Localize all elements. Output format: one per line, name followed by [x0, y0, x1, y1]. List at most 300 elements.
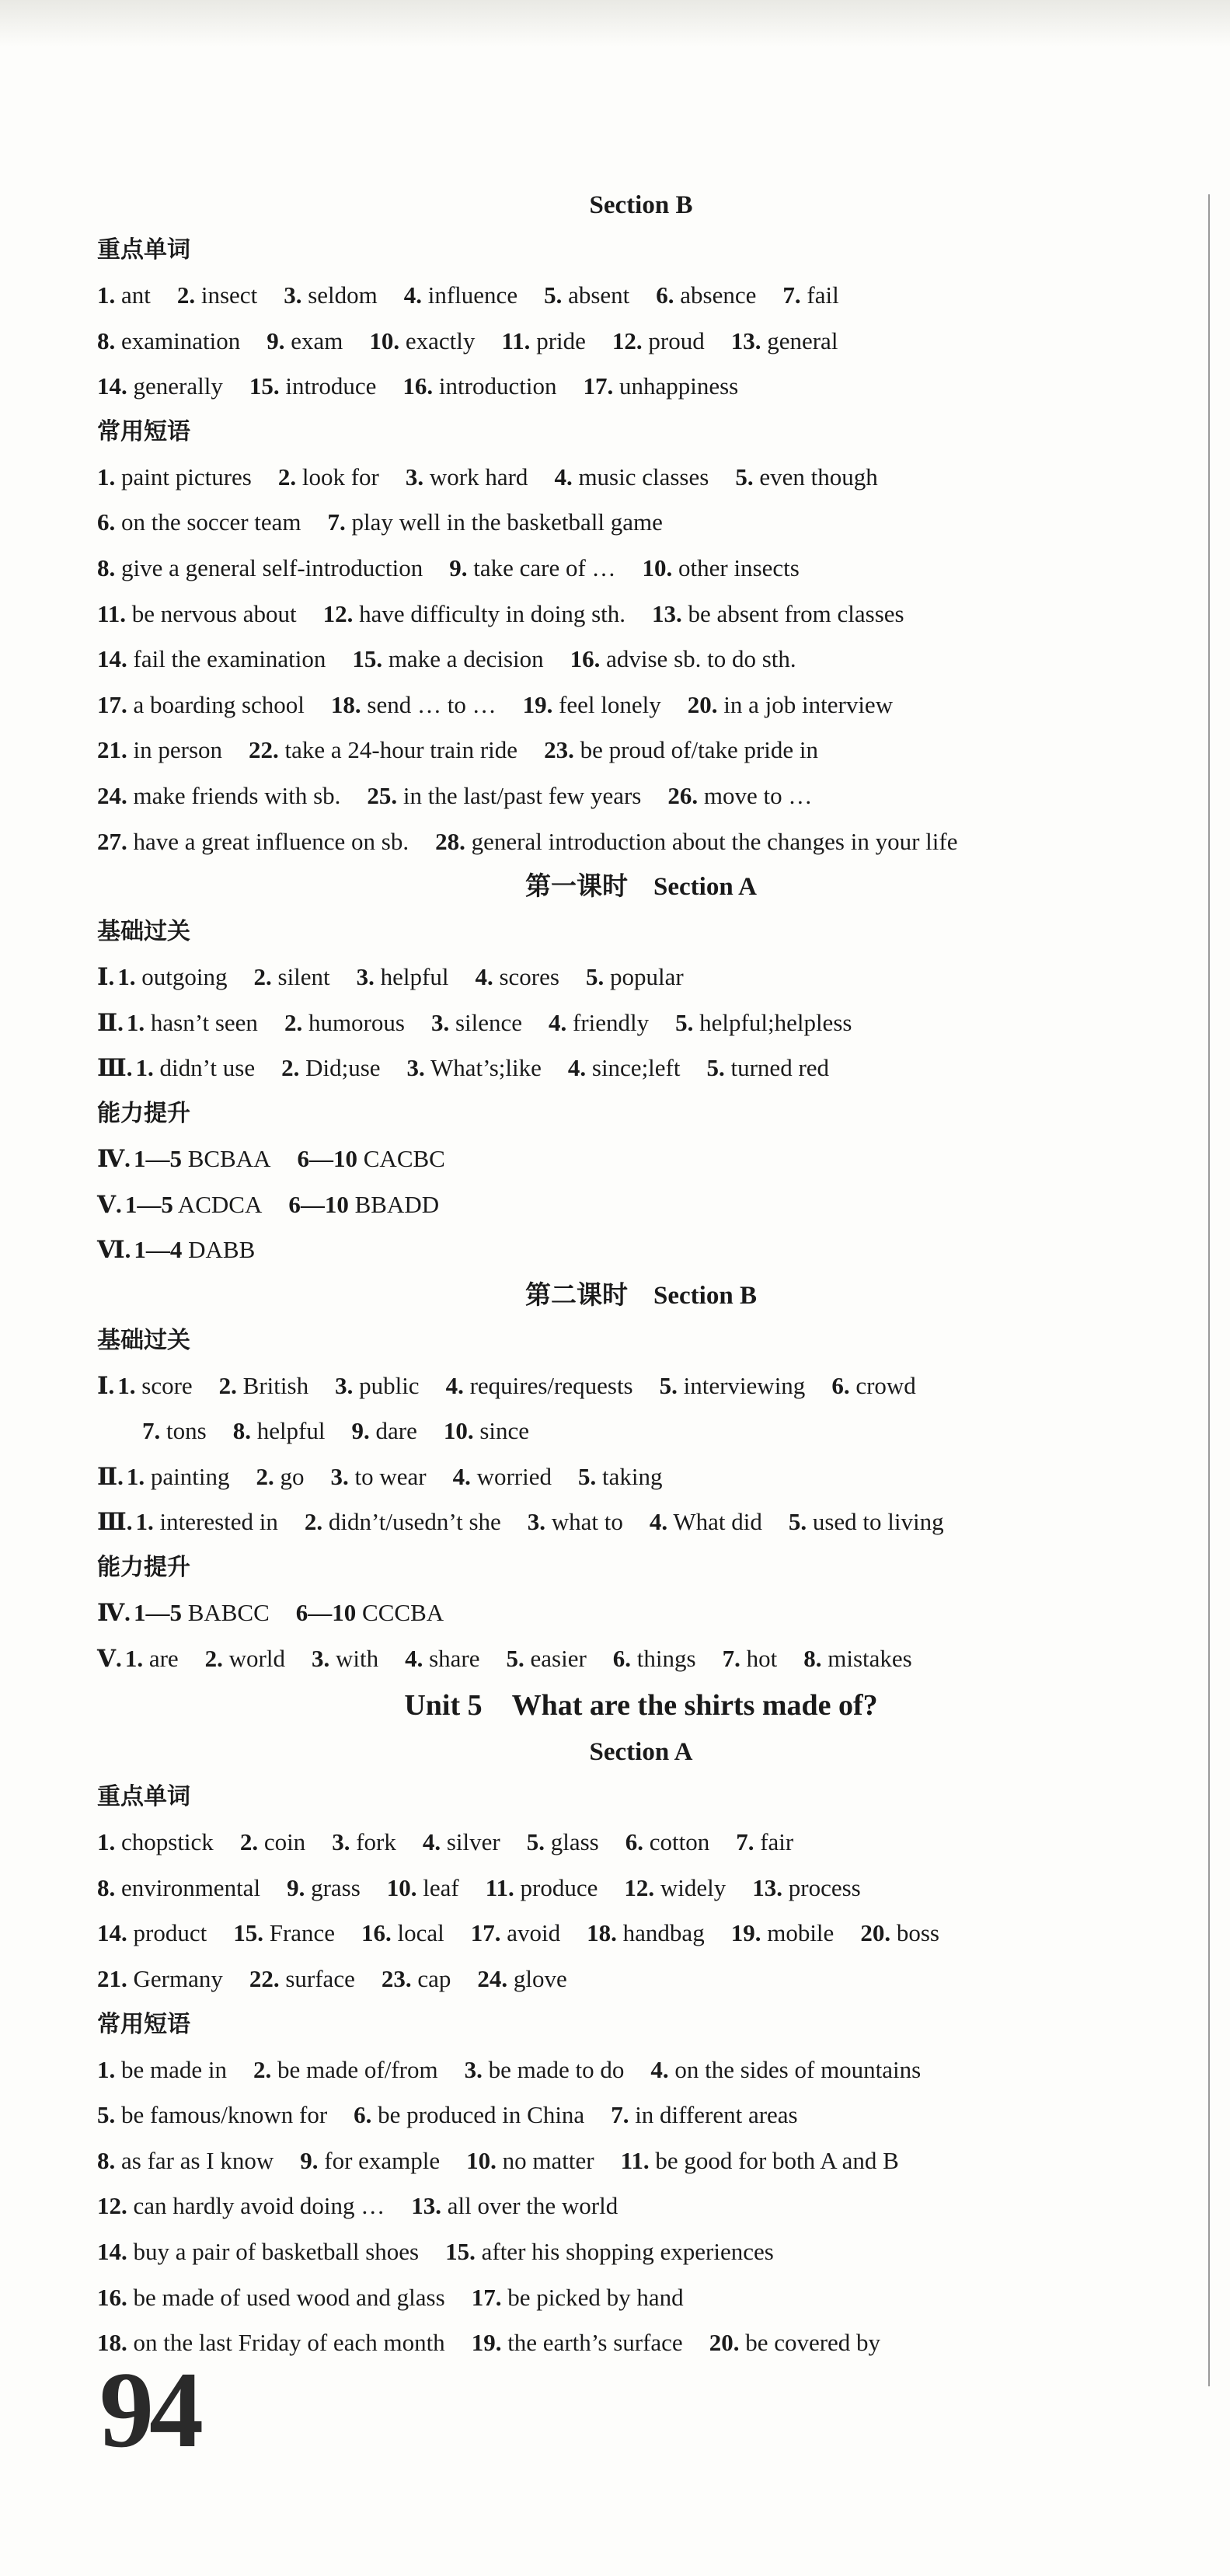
- answer-item: [249, 372, 377, 400]
- answer-line: [97, 1408, 1185, 1454]
- answer-number: 8.: [803, 1644, 822, 1672]
- answer-item: [650, 1508, 762, 1535]
- answer-item: [782, 281, 838, 309]
- answer-line: [97, 455, 1185, 501]
- answer-number: 7.: [327, 508, 346, 536]
- answer-number: 1.: [126, 1462, 145, 1490]
- answer-item: [254, 963, 330, 990]
- answer-text: interviewing: [683, 1371, 806, 1399]
- answer-item: [267, 327, 343, 354]
- answer-text: are: [148, 1644, 179, 1672]
- answer-number: 11.: [485, 1873, 514, 1901]
- answer-text: introduce: [285, 372, 377, 400]
- answer-text: examination: [121, 326, 241, 354]
- answer-number: 11.: [620, 2146, 650, 2174]
- answer-text: BBADD: [354, 1190, 440, 1218]
- answer-text: mobile: [767, 1919, 835, 1947]
- answer-item: [367, 782, 641, 809]
- answer-number: 27.: [97, 827, 127, 855]
- answer-text: BABCC: [187, 1599, 270, 1627]
- answer-number: 16.: [97, 2283, 127, 2311]
- exercise-number: Ⅱ.: [97, 1462, 124, 1490]
- answer-number: 22.: [249, 1965, 280, 1993]
- answer-number: 4.: [422, 1828, 441, 1856]
- answer-text: introduction: [438, 372, 557, 400]
- unit-title: Unit 5 What are the shirts made of?: [404, 1689, 878, 1723]
- answer-item: [97, 372, 223, 400]
- answer-text: with: [335, 1644, 379, 1672]
- answer-number: 19.: [471, 2329, 502, 2357]
- answer-text: be covered by: [745, 2329, 881, 2357]
- answer-item: [125, 1191, 263, 1218]
- answer-text: move to …: [703, 781, 813, 809]
- answer-item: [411, 2192, 618, 2219]
- answer-item: [352, 645, 543, 672]
- answer-item: [287, 1874, 361, 1901]
- answer-item: [449, 554, 615, 581]
- answer-text: France: [269, 1919, 336, 1947]
- answer-number: 3.: [311, 1644, 330, 1672]
- answer-text: paint pictures: [121, 462, 252, 490]
- answer-text: can hardly avoid doing …: [133, 2192, 385, 2220]
- answer-item: [97, 782, 340, 809]
- answer-text: glass: [550, 1828, 599, 1856]
- answer-item: [97, 828, 409, 855]
- answer-line: [97, 546, 1185, 592]
- answer-item: [675, 1009, 852, 1036]
- answer-number: 2.: [253, 963, 272, 991]
- answer-number: 21.: [97, 1965, 127, 1993]
- answer-number: 8.: [97, 326, 116, 354]
- answer-text: be made in: [121, 2055, 228, 2083]
- answer-text: feel lonely: [559, 690, 661, 718]
- answer-text: make a decision: [388, 645, 544, 673]
- answer-text: generally: [133, 372, 223, 400]
- answer-item: [205, 1645, 285, 1672]
- answer-item: [352, 1417, 417, 1444]
- answer-item: [613, 1645, 696, 1672]
- answer-number: 10.: [369, 326, 400, 354]
- answer-item: [549, 1009, 649, 1036]
- answer-text: take care of …: [473, 553, 616, 581]
- answer-number: 17.: [471, 2283, 502, 2311]
- answer-text: after his shopping experiences: [481, 2238, 774, 2265]
- answer-text: be made to do: [488, 2055, 625, 2083]
- answer-line: [97, 1454, 1185, 1500]
- answer-number: 5.: [788, 1508, 807, 1536]
- answer-text: score: [141, 1371, 193, 1399]
- answer-item: [431, 1009, 522, 1036]
- answer-item: [404, 281, 517, 309]
- answer-item: [466, 2147, 594, 2174]
- answer-text: fork: [356, 1828, 396, 1856]
- answer-number: 2.: [304, 1508, 323, 1536]
- answer-item: [312, 1645, 378, 1672]
- answer-number: 9.: [267, 326, 285, 354]
- answer-number: 10.: [386, 1873, 417, 1901]
- answer-item: [612, 327, 705, 354]
- answer-number: 6—10: [288, 1190, 349, 1218]
- answer-line: [97, 500, 1185, 546]
- answer-number: 1.: [126, 1008, 145, 1036]
- answer-item: [278, 463, 379, 490]
- answer-item: [523, 691, 661, 718]
- answer-item: [611, 2101, 797, 2128]
- answer-line: [97, 2320, 1185, 2366]
- answer-number: 22.: [249, 736, 279, 764]
- answer-line: [97, 637, 1185, 682]
- answer-text: insect: [200, 281, 258, 309]
- answer-number: 4.: [452, 1462, 471, 1490]
- answer-number: 15.: [233, 1919, 263, 1947]
- answer-number: 5.: [585, 963, 605, 991]
- answer-number: 8.: [232, 1417, 251, 1445]
- answer-text: music classes: [578, 462, 709, 490]
- answer-item: [97, 1874, 260, 1901]
- answer-item: [142, 1417, 207, 1444]
- answer-number: 1.: [97, 2055, 116, 2083]
- answer-number: 6.: [656, 281, 674, 309]
- answer-text: be proud of/take pride in: [580, 736, 819, 764]
- answer-line: [97, 1866, 1185, 1911]
- answer-number: 8.: [97, 2146, 116, 2174]
- answer-item: [465, 2056, 625, 2083]
- answer-number: 16.: [361, 1919, 392, 1947]
- answer-text: British: [242, 1371, 309, 1399]
- answer-text: mistakes: [828, 1644, 912, 1672]
- answer-text: in person: [133, 736, 223, 764]
- answer-number: 7.: [722, 1644, 740, 1672]
- answer-text: proud: [648, 326, 705, 354]
- answer-item: [544, 281, 629, 309]
- answer-number: 14.: [97, 645, 127, 673]
- answer-text: coin: [263, 1828, 306, 1856]
- answer-number: 5.: [97, 2101, 116, 2129]
- answer-item: [284, 1009, 405, 1036]
- answer-number: 2.: [256, 1462, 274, 1490]
- answer-number: 5.: [735, 462, 754, 490]
- answer-text: painting: [150, 1462, 230, 1490]
- answer-item: [736, 1828, 793, 1855]
- answer-item: [445, 2238, 774, 2265]
- exercise-number: Ⅳ.: [97, 1144, 131, 1172]
- answer-item: [134, 1599, 270, 1626]
- answer-text: be produced in China: [378, 2101, 585, 2129]
- answer-text: in the last/past few years: [402, 781, 642, 809]
- answer-item: [475, 963, 559, 990]
- answer-line: [97, 364, 1185, 410]
- answer-text: helpful: [380, 963, 449, 991]
- answer-line: [97, 1956, 1185, 2002]
- answer-number: 14.: [97, 1919, 127, 1947]
- answer-text: silver: [446, 1828, 500, 1856]
- answer-text: for example: [324, 2146, 441, 2174]
- answer-text: worried: [476, 1462, 552, 1490]
- answer-item: [97, 2192, 385, 2219]
- answer-text: helpful;helpless: [699, 1008, 852, 1036]
- answer-number: 1.: [124, 1644, 144, 1672]
- answer-text: used to living: [812, 1508, 944, 1536]
- answer-item: [709, 2329, 880, 2356]
- answer-number: 1.: [97, 1828, 116, 1856]
- answer-line: [97, 1182, 1185, 1228]
- answer-text: in a job interview: [723, 690, 894, 718]
- exercise-number: Ⅰ.: [97, 1371, 115, 1399]
- answer-text: cotton: [649, 1828, 710, 1856]
- answer-item: [296, 1599, 444, 1626]
- answer-number: 9.: [351, 1417, 370, 1445]
- column-divider: [1208, 194, 1210, 2386]
- answer-item: [507, 1645, 587, 1672]
- answer-number: 11.: [501, 326, 531, 354]
- answer-item: [97, 327, 240, 354]
- answer-text: general: [767, 326, 838, 354]
- answer-item: [97, 600, 297, 627]
- answer-number: 4.: [554, 462, 573, 490]
- answer-text: buy a pair of basketball shoes: [133, 2238, 420, 2265]
- answer-item: [97, 2101, 327, 2128]
- answer-text: advise sb. to do sth.: [606, 645, 796, 673]
- answer-text: public: [359, 1371, 420, 1399]
- answer-text: in different areas: [635, 2101, 798, 2129]
- answer-text: local: [397, 1919, 444, 1947]
- answer-item: [361, 1919, 444, 1946]
- answer-item: [387, 1874, 459, 1901]
- answer-item: [624, 1874, 726, 1901]
- answer-item: [354, 2101, 584, 2128]
- answer-text: produce: [520, 1873, 598, 1901]
- answer-text: hasn’t seen: [150, 1008, 258, 1036]
- answer-text: grass: [311, 1873, 361, 1901]
- answer-key-column: [97, 183, 1185, 2366]
- answer-text: give a general self-introduction: [121, 553, 423, 581]
- answer-text: DABB: [188, 1236, 256, 1264]
- answer-number: 7.: [142, 1417, 161, 1445]
- answer-line: [97, 1499, 1185, 1545]
- category-label: 常用短语: [97, 417, 190, 445]
- answer-item: [97, 2056, 227, 2083]
- answer-number: 7.: [782, 281, 801, 309]
- answer-number: 4.: [403, 281, 422, 309]
- section-heading: Section A: [589, 1738, 693, 1767]
- exercise-number: Ⅴ.: [97, 1644, 122, 1672]
- answer-item: [660, 1372, 806, 1399]
- answer-text: take a 24-hour train ride: [284, 736, 518, 764]
- answer-item: [335, 1372, 420, 1399]
- answer-text: unhappiness: [618, 372, 739, 400]
- answer-line: [97, 273, 1185, 319]
- answer-text: What’s;like: [430, 1054, 542, 1082]
- answer-number: 14.: [97, 2238, 127, 2265]
- answer-number: 17.: [583, 372, 614, 400]
- answer-number: 6.: [612, 1644, 632, 1672]
- answer-text: interested in: [159, 1508, 278, 1536]
- answer-number: 15.: [249, 372, 280, 400]
- answer-text: world: [228, 1644, 285, 1672]
- answer-number: 3.: [335, 1371, 354, 1399]
- answer-item: [406, 463, 528, 490]
- answer-item: [382, 1965, 451, 1992]
- answer-text: have a great influence on sb.: [133, 827, 409, 855]
- answer-number: 6.: [97, 508, 116, 536]
- answer-number: 10.: [443, 1417, 474, 1445]
- answer-text: be picked by hand: [507, 2283, 684, 2311]
- answer-number: 15.: [352, 645, 383, 673]
- answer-item: [281, 1054, 380, 1081]
- answer-number: 26.: [667, 781, 699, 809]
- answer-number: 13.: [752, 1873, 783, 1901]
- answer-text: fair: [760, 1828, 794, 1856]
- answer-text: exam: [291, 326, 343, 354]
- answer-item: [831, 1372, 915, 1399]
- answer-item: [117, 963, 227, 990]
- answer-item: [127, 1009, 258, 1036]
- answer-number: 3.: [527, 1508, 546, 1536]
- answer-line: [97, 1911, 1185, 1956]
- answer-number: 21.: [97, 736, 127, 764]
- answer-number: 3.: [330, 1462, 349, 1490]
- answer-line: [97, 2275, 1185, 2321]
- answer-number: 5.: [706, 1054, 725, 1082]
- answer-text: scores: [499, 963, 559, 991]
- answer-item: [731, 327, 838, 354]
- answer-item: [444, 1417, 529, 1444]
- answer-text: go: [280, 1462, 305, 1490]
- answer-number: 19.: [730, 1919, 761, 1947]
- answer-item: [97, 554, 423, 581]
- answer-number: 12.: [97, 2192, 127, 2220]
- answer-text: boss: [896, 1919, 939, 1947]
- answer-text: CCCBA: [362, 1599, 444, 1627]
- answer-number: 2.: [284, 1008, 303, 1036]
- answer-item: [501, 327, 586, 354]
- answer-text: humorous: [308, 1008, 405, 1036]
- answer-number: 2.: [277, 462, 297, 490]
- category-label: 基础过关: [97, 918, 190, 946]
- answer-text: fail the examination: [133, 645, 326, 673]
- answer-number: 7.: [611, 2101, 629, 2129]
- answer-number: 5.: [506, 1644, 524, 1672]
- answer-item: [97, 281, 151, 309]
- answer-text: even though: [759, 462, 878, 490]
- answer-item: [735, 463, 877, 490]
- answer-item: [97, 508, 301, 536]
- answer-item: [453, 1463, 552, 1490]
- answer-text: since;left: [591, 1054, 681, 1082]
- answer-number: 3.: [406, 1054, 425, 1082]
- answer-item: [752, 1874, 860, 1901]
- answer-number: 11.: [97, 599, 127, 627]
- answer-text: fail: [807, 281, 839, 309]
- answer-text: be good for both A and B: [655, 2146, 899, 2174]
- answer-number: 1—4: [134, 1236, 183, 1264]
- answer-item: [332, 1828, 396, 1855]
- answer-item: [423, 1828, 500, 1855]
- answer-item: [97, 2238, 419, 2265]
- section-heading: 第二课时 Section B: [525, 1281, 757, 1310]
- category-label: 能力提升: [97, 1554, 190, 1582]
- answer-line: [97, 773, 1185, 819]
- answer-text: ant: [121, 281, 151, 309]
- answer-item: [544, 736, 818, 763]
- answer-number: 1—5: [133, 1599, 182, 1627]
- answer-item: [298, 1145, 445, 1172]
- answer-item: [134, 1145, 271, 1172]
- page-number: 94: [99, 2350, 199, 2470]
- answer-number: 1—5: [124, 1190, 173, 1218]
- answer-number: 8.: [97, 553, 116, 581]
- answer-line: [97, 682, 1185, 728]
- answer-text: turned red: [730, 1054, 830, 1082]
- answer-text: hot: [746, 1644, 778, 1672]
- answer-text: dare: [375, 1417, 417, 1445]
- answer-text: crowd: [855, 1371, 916, 1399]
- answer-number: 12.: [612, 326, 643, 354]
- answer-number: 16.: [570, 645, 601, 673]
- answer-number: 15.: [445, 2238, 476, 2265]
- answer-number: 18.: [330, 690, 361, 718]
- exercise-number: Ⅰ.: [97, 963, 115, 991]
- answer-item: [284, 281, 378, 309]
- answer-text: product: [133, 1919, 207, 1947]
- answer-number: 1—5: [133, 1144, 182, 1172]
- answer-item: [305, 1508, 501, 1535]
- answer-number: 3.: [430, 1008, 450, 1036]
- exercise-number: Ⅲ.: [97, 1054, 133, 1082]
- answer-item: [136, 1508, 278, 1535]
- answer-item: [707, 1054, 830, 1081]
- answer-item: [97, 1919, 207, 1946]
- answer-text: seldom: [308, 281, 378, 309]
- answer-number: 23.: [544, 736, 574, 764]
- category-label: 能力提升: [97, 1099, 190, 1127]
- answer-text: surface: [285, 1965, 355, 1993]
- answer-number: 10.: [642, 553, 673, 581]
- answer-number: 18.: [97, 2329, 127, 2357]
- answer-line: [97, 592, 1185, 637]
- answer-number: 9.: [300, 2146, 319, 2174]
- answer-number: 2.: [281, 1054, 300, 1082]
- answer-item: [643, 554, 800, 581]
- answer-item: [472, 2284, 684, 2311]
- answer-text: share: [429, 1644, 480, 1672]
- answer-text: a boarding school: [133, 690, 305, 718]
- answer-item: [97, 2284, 445, 2311]
- answer-item: [435, 828, 957, 855]
- answer-number: 5.: [578, 1462, 597, 1490]
- answer-item: [357, 963, 449, 990]
- answer-text: popular: [609, 963, 684, 991]
- answer-number: 2.: [204, 1644, 223, 1672]
- answer-number: 12.: [624, 1873, 655, 1901]
- answer-number: 20.: [687, 690, 718, 718]
- answer-number: 23.: [381, 1965, 412, 1993]
- answer-number: 4.: [567, 1054, 587, 1082]
- answer-text: cap: [417, 1965, 451, 1993]
- answer-line: [97, 1136, 1185, 1182]
- answer-number: 1.: [117, 1371, 136, 1399]
- answer-item: [233, 1919, 335, 1946]
- category-label: 基础过关: [97, 1326, 190, 1354]
- answer-item: [554, 463, 709, 490]
- answer-line: [97, 1363, 1185, 1409]
- answer-text: on the sides of mountains: [674, 2055, 922, 2083]
- answer-text: chopstick: [121, 1828, 214, 1856]
- answer-text: BCBAA: [187, 1144, 271, 1172]
- answer-text: as far as I know: [121, 2146, 274, 2174]
- answer-number: 19.: [522, 690, 553, 718]
- answer-line: [97, 955, 1185, 1000]
